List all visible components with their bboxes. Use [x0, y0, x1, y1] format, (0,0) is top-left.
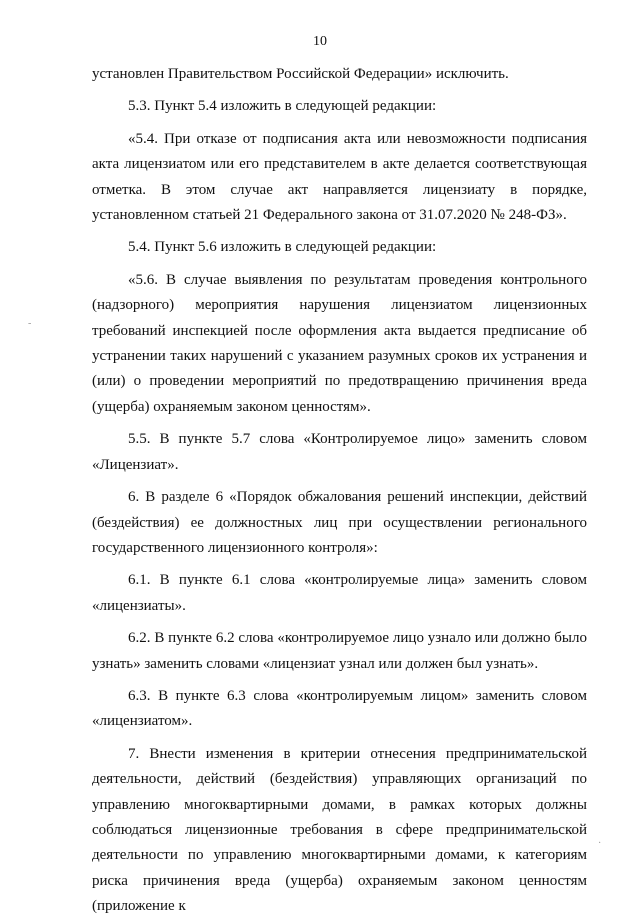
paragraph-6-2: 6.2. В пункте 6.2 слова «контролируемое лицо узнало или должно было узнать» заменить словами «лицензиат узнал или должен был узнать».: [92, 630, 587, 672]
paragraph-continuation: установлен Правительством Российской Федерации» исключить.: [92, 66, 509, 82]
right-margin-mark: ·: [598, 838, 602, 849]
paragraph-5-3: 5.3. Пункт 5.4 изложить в следующей редакции:: [128, 98, 437, 115]
paragraph-5-4: 5.4. Пункт 5.6 изложить в следующей редакции:: [128, 239, 437, 256]
paragraph-6-3: 6.3. В пункте 6.3 слова «контролируемым лицом» заменить словом «лицензиатом».: [92, 687, 587, 730]
paragraph-6-1: 6.1. В пункте 6.1 слова «контролируемые лица» заменить словом «лицензиаты».: [92, 572, 587, 614]
paragraph-6: 6. В разделе 6 «Порядок обжалования решений инспекции, действий (бездействия) ее должностных лиц при осуществлении регионального государственного лицензионного контроля»:: [92, 489, 587, 556]
page-number: 10: [313, 34, 327, 49]
document-body: [92, 62, 587, 920]
paragraph-5-6-text: «5.6. В случае выявления по результатам проведения контрольного (надзорного) мероприятия нарушения лицензиатом лицензионных требований инспекцией после оформления акта выдается предписание об устранении таких нарушений с указанием разумных сроков их устранения и (или) о проведении мероприятий по предотвращению причинения вреда (ущерба) охраняемым законом ценностям».: [92, 271, 587, 415]
paragraph-7: 7. Внести изменения в критерии отнесения предпринимательской деятельности, действий (бездействия) управляющих организаций по управлению многоквартирными домами, в рамках которых должны соблюдаться лицензионные требования в сфере предпринимательской деятельности по управлению многоквартирными домами, к категориям риска причинения вреда (ущерба) охраняемым законом ценностям (приложение к: [92, 745, 587, 915]
left-margin-mark: -: [28, 318, 32, 329]
paragraph-5-5: 5.5. В пункте 5.7 слова «Контролируемое лицо» заменить словом «Лицензиат».: [92, 431, 587, 473]
paragraph-5-4-text: «5.4. При отказе от подписания акта или невозможности подписания акта лицензиатом или его представителем в акте делается соответствующая отметка. В этом случае акт направляется лицензиату в порядке, установленном статьей 21 Федерального закона от 31.07.2020 № 248-ФЗ».: [92, 130, 587, 224]
